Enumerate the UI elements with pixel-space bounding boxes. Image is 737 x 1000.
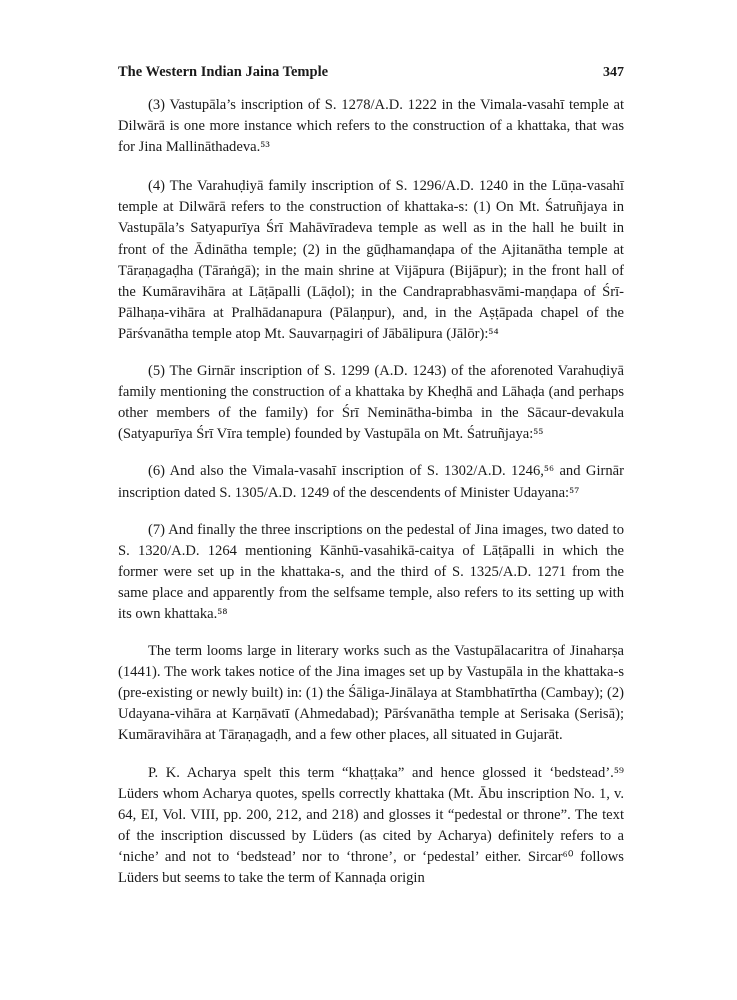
page-number: 347 — [603, 65, 624, 80]
paragraph-literary-works: The term looms large in literary works such as the Vastupālacaritra of Jinaharṣa (1441). The work takes notice of the Jina images set up by Vastupāla in the khattaka-s (pre-existing or newly built) in: (1) the Śāliga-Jinālaya at Stambhatīrtha (Cambay); (2) Udayana-vihāra at Karṇāvatī (Ahmedabad); Pārśvanātha temple at Serisaka (Serisā); Kumāravihāra at Tāraṇagaḍh, and a few other places, all situated in Gujarāt. — [118, 643, 624, 744]
paragraph-3: (3) Vastupāla’s inscription of S. 1278/A.D. 1222 in the Vimala-vasahī temple at Dilwārā is one more instance which refers to the construction of a khattaka, that was for Jina Mallināthadeva.⁵³ — [118, 97, 624, 156]
paragraph-7: (7) And finally the three inscriptions on the pedestal of Jina images, two dated to S. 1320/A.D. 1264 mentioning Kānhū-vasahikā-caitya of Lāṭāpalli in which the former were set up in the khattaka-s, and the third of S. 1325/A.D. 1271 from the same place and apparently from the selfsame temple, also refers to its setting up with its own khattaka.⁵⁸ — [118, 521, 624, 622]
paragraph-5: (5) The Girnār inscription of S. 1299 (A.D. 1243) of the aforenoted Varahuḍiyā family mentioning the construction of a khattaka by Kheḍhā and Lāhaḍa (and perhaps other members of the family) for Śrī Neminātha-bimba in the Sācaur-devakula (Satyapurīya Śrī Vīra temple) founded by Vastupāla on Mt. Śatruñjaya:⁵⁵ — [118, 363, 624, 443]
running-header — [118, 64, 624, 81]
paragraph-acharya: P. K. Acharya spelt this term “khaṭṭaka” and hence glossed it ‘bedstead’.⁵⁹ Lüders whom Acharya quotes, spells correctly khattaka (Mt. Ābu inscription No. 1, v. 64, EI, Vol. VIII, pp. 200, 212, and 218) and glosses it “pedestal or throne”. The text of the inscription discussed by Lüders (as cited by Acharya) definitely refers to a ‘niche’ and not to ‘bedstead’ nor to ‘throne’, or ‘pedestal’ either. Sircar⁶⁰ follows Lüders but seems to take the term of Kannaḍa origin — [118, 764, 624, 886]
page — [118, 64, 624, 904]
running-title: The Western Indian Jaina Temple — [118, 64, 329, 80]
paragraph-4: (4) The Varahuḍiyā family inscription of S. 1296/A.D. 1240 in the Lūṇa-vasahī temple at Dilwārā refers to the construction of khattaka-s: (1) On Mt. Śatruñjaya in Vastupāla’s Satyapurīya Śrī Mahāvīradeva temple as well as in the hall he built in front of the Ādinātha temple; (2) in the gūḍhamanḍapa of the Ajitanātha temple at Tāraṇagaḍha (Tāraṅgā); in the main shrine at Vijāpura (Bijāpur); in the front hall of the Kumāravihāra at Lāṭāpalli (Lāḍol); in the Candraprabhasvāmi-maṇḍapa of Śrī-Pālhaṇa-vihāra at Pralhādanapura (Pālaṇpur), and, in the Aṣṭāpada chapel of the Pārśvanātha temple atop Mt. Sauvarṇagiri of Jābālipura (Jālōr):⁵⁴ — [118, 178, 624, 342]
paragraph-6: (6) And also the Vimala-vasahī inscription of S. 1302/A.D. 1246,⁵⁶ and Girnār inscription dated S. 1305/A.D. 1249 of the descendents of Minister Udayana:⁵⁷ — [118, 463, 624, 501]
